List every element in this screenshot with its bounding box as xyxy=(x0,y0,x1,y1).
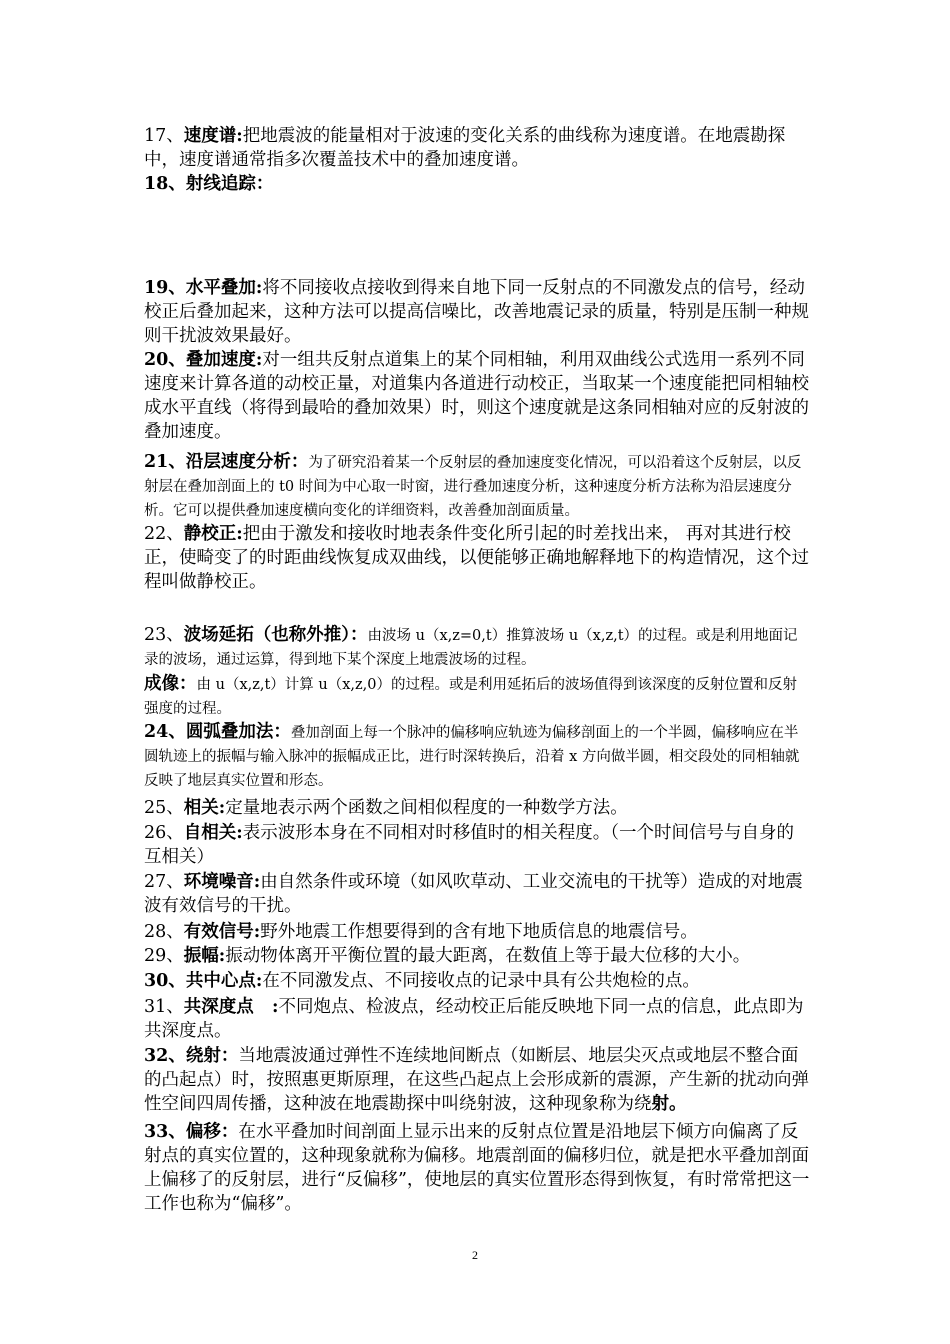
entry-text: 定量地表示两个函数之间相似程度的一种数学方法。 xyxy=(225,798,628,818)
entry-22 xyxy=(144,522,810,594)
entry-term: 成像 xyxy=(144,674,179,694)
entry-number: 24、 xyxy=(144,722,186,742)
entry-term: 振幅 xyxy=(183,946,219,966)
entry-text: 对一组共反射点道集上的某个同相轴，利用双曲线公式选用一系列不同速度来计算各道的动校正量，对道集内各道进行动校正，当取某一个速度能把同相轴校成水平直线（将得到最哈的叠加效果）时，则这个速度就是这条同相轴对应的反射波的叠加速度。 xyxy=(144,350,809,442)
entry-text: 在水平叠加时间剖面上显示出来的反射点位置是沿地层下倾方向偏离了反射点的真实位置的，这种现象就称为偏移。地震剖面的偏移归位，就是把水平叠加剖面上偏移了的反射层，进行“反偏移”，使地层的真实位置形态得到恢复，有时常常把这一工作也称为“偏移”。 xyxy=(144,1122,810,1214)
entry-text: 为了研究沿着某一个反射层的叠加速度变化情况，可以沿着这个反射层，以反射层在叠加剖面上的 t0 时间为中心取一时窗，进行叠加速度分析，这种速度分析方法称为沿层速度分析。它可以提供叠加速度横向变化的详细资料，改善叠加剖面质量。 xyxy=(144,455,802,519)
entry-number: 22、 xyxy=(144,524,184,544)
entry-number: 28、 xyxy=(144,922,184,942)
entry-separator: : xyxy=(236,823,243,843)
entry-separator: ： xyxy=(220,1122,239,1142)
entry-number: 21、 xyxy=(144,452,186,472)
entry-23 xyxy=(144,623,810,672)
entry-number: 31、 xyxy=(144,997,184,1017)
entry-number: 26、 xyxy=(144,823,184,843)
entry-imaging xyxy=(144,672,810,721)
entry-27 xyxy=(144,870,810,918)
entry-31 xyxy=(144,995,810,1043)
entry-text: 当地震波通过弹性不连续地间断点（如断层、地层尖灭点或地层不整合面的凸起点）时，按照惠更斯原理，在这些凸起点上会形成新的震源，产生新的扰动向弹性空间四周传播，这种波在地震勘探中叫绕射波，这种现象称为绕 xyxy=(144,1046,809,1114)
entry-term: 圆弧叠加法 xyxy=(185,722,274,742)
entry-21 xyxy=(144,450,810,523)
entry-tail: 射。 xyxy=(651,1094,687,1114)
entry-number: 33、 xyxy=(144,1122,186,1142)
entry-term: 相关 xyxy=(183,798,219,818)
entry-24 xyxy=(144,720,810,793)
entry-separator: : xyxy=(218,946,226,966)
entry-text: 由 u（x,z,t）计算 u（x,z,0）的过程。或是利用延拓后的波场值得到该深度的反射位置和反射强度的过程。 xyxy=(144,677,798,717)
entry-term: 自相关 xyxy=(183,823,237,843)
entry-term: 速度谱 xyxy=(183,126,237,146)
entry-separator: : xyxy=(255,971,263,991)
entry-separator: : xyxy=(253,922,261,942)
entry-number: 29、 xyxy=(144,946,184,966)
entry-text: 把地震波的能量相对于波速的变化关系的曲线称为速度谱。在地震勘探中，速度谱通常指多次覆盖技术中的叠加速度谱。 xyxy=(144,126,786,170)
entry-term: 共中心点 xyxy=(185,971,256,991)
entry-separator: : xyxy=(218,798,226,818)
entry-text: 表示波形本身在不同相对时移值时的相关程度。（一个时间信号与自身的互相关） xyxy=(144,823,794,867)
entry-number: 25、 xyxy=(144,798,184,818)
entry-text: 在不同激发点、不同接收点的记录中具有公共炮检的点。 xyxy=(262,971,700,991)
entry-number: 19、 xyxy=(144,278,186,298)
entry-separator: ： xyxy=(273,722,291,742)
entry-text: 振动物体离开平衡位置的最大距离，在数值上等于最大位移的大小。 xyxy=(225,946,751,966)
entry-text: 不同炮点、检波点，经动校正后能反映地下同一点的信息，此点即为共深度点。 xyxy=(144,997,804,1041)
entry-separator: : xyxy=(253,997,279,1017)
entry-number: 23、 xyxy=(144,625,184,645)
entry-number: 17、 xyxy=(144,126,184,146)
entry-text: 由自然条件或环境（如风吹草动、工业交流电的干扰等）造成的对地震波有效信号的干扰。 xyxy=(144,872,803,916)
entry-number: 18、 xyxy=(144,174,186,194)
entry-number: 30、 xyxy=(144,971,186,991)
entry-32 xyxy=(144,1044,810,1116)
entry-separator: : xyxy=(255,278,263,298)
entry-term: 波场延拓（也称外推） xyxy=(183,625,351,645)
entry-term: 绕射 xyxy=(185,1046,221,1066)
entry-text: 由波场 u（x,z=0,t）推算波场 u（x,z,t）的过程。或是利用地面记录的波场，通过运算，得到地下某个深度上地震波场的过程。 xyxy=(144,628,798,668)
entry-term: 射线追踪 xyxy=(185,174,256,194)
entry-number: 32、 xyxy=(144,1046,186,1066)
entry-term: 有效信号 xyxy=(183,922,254,942)
entry-28 xyxy=(144,920,810,944)
entry-term: 水平叠加 xyxy=(185,278,256,298)
entry-term: 偏移 xyxy=(185,1122,221,1142)
page-number: 2 xyxy=(472,1248,478,1262)
entry-text: 野外地震工作想要得到的含有地下地质信息的地震信号。 xyxy=(260,922,698,942)
entry-separator: ： xyxy=(220,1046,239,1066)
entry-separator: : xyxy=(253,872,261,892)
entry-term: 静校正 xyxy=(183,524,237,544)
entry-separator: : xyxy=(236,126,243,146)
entry-term: 沿层速度分析 xyxy=(185,452,291,472)
entry-19 xyxy=(144,276,810,348)
entry-33 xyxy=(144,1120,810,1216)
entry-separator: ： xyxy=(350,625,368,645)
entry-separator: ： xyxy=(179,674,197,694)
entry-30 xyxy=(144,969,810,993)
entry-text: 把由于激发和接收时地表条件变化所引起的时差找出来， 再对其进行校正，使畸变了的时距曲线恢复成双曲线，以便能够正确地解释地下的构造情况，这个过程叫做静校正。 xyxy=(144,524,809,592)
entry-separator: ： xyxy=(290,452,309,472)
entry-25 xyxy=(144,796,810,820)
entry-29 xyxy=(144,944,810,968)
entry-term: 环境噪音 xyxy=(183,872,254,892)
entry-term: 共深度点 xyxy=(183,997,254,1017)
entry-text: 将不同接收点接收到得来自地下同一反射点的不同激发点的信号，经动校正后叠加起来，这种方法可以提高信噪比，改善地震记录的质量，特别是压制一种规则干扰波效果最好。 xyxy=(144,278,809,346)
entry-18 xyxy=(144,172,810,196)
entry-separator: : xyxy=(255,350,263,370)
entry-number: 20、 xyxy=(144,350,186,370)
entry-separator: ： xyxy=(255,174,274,194)
entry-separator: : xyxy=(236,524,243,544)
entry-26 xyxy=(144,821,810,869)
entry-number: 27、 xyxy=(144,872,184,892)
entry-20 xyxy=(144,348,810,444)
entry-term: 叠加速度 xyxy=(185,350,256,370)
entry-17 xyxy=(144,124,810,172)
entry-text: 叠加剖面上每一个脉冲的偏移响应轨迹为偏移剖面上的一个半圆，偏移响应在半圆轨迹上的振幅与输入脉冲的振幅成正比，进行时深转换后，沿着 x 方向做半圆，相交段处的同相轴就反映了地层真实位置和形态。 xyxy=(144,725,800,789)
